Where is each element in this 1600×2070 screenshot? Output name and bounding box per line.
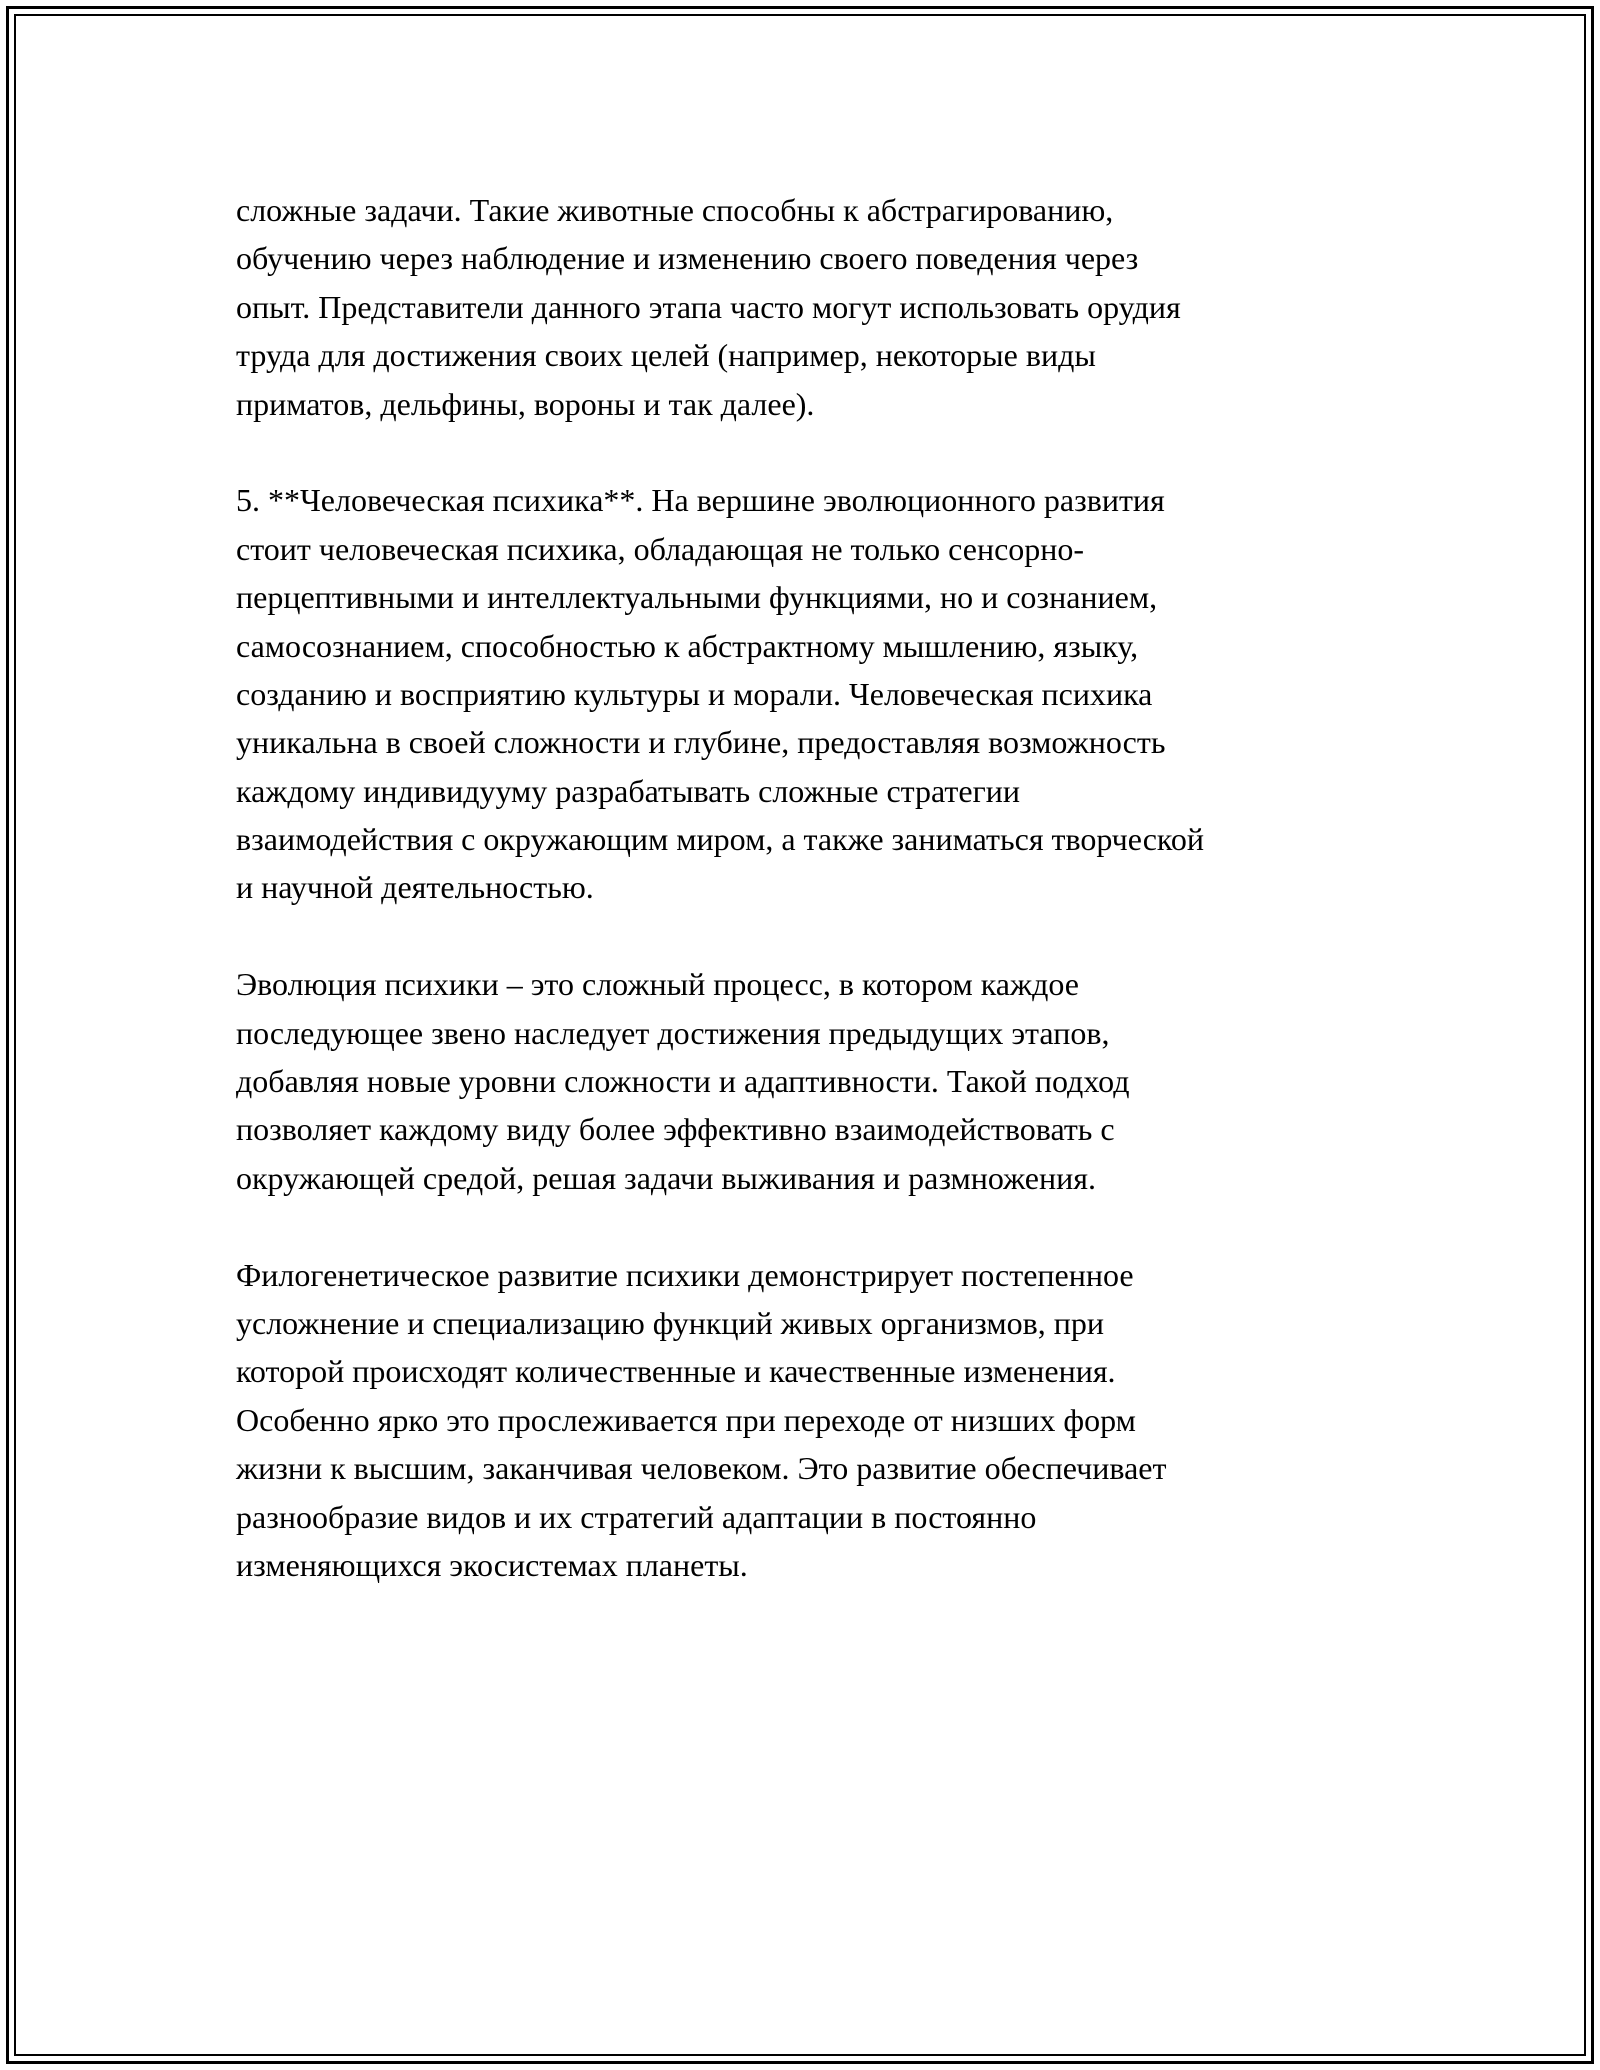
text-line: и научной деятельностью.: [236, 869, 594, 906]
text-line: разнообразие видов и их стратегий адаптации в постоянно: [236, 1498, 1037, 1535]
text-line: 5. **Человеческая психика**. На вершине эволюционного развития: [236, 482, 1165, 519]
text-line: жизни к высшим, заканчивая человеком. Это развитие обеспечивает: [236, 1450, 1167, 1487]
text-line: позволяет каждому виду более эффективно взаимодействовать с: [236, 1111, 1115, 1148]
text-line: взаимодействия с окружающим миром, а также заниматься творческой: [236, 821, 1204, 858]
text-line: уникальна в своей сложности и глубине, предоставляя возможность: [236, 724, 1166, 761]
paragraph-human-psyche: [236, 476, 1366, 912]
text-line: Филогенетическое развитие психики демонстрирует постепенное: [236, 1256, 1134, 1293]
text-line: опыт. Представители данного этапа часто могут использовать орудия: [236, 288, 1181, 325]
text-line: созданию и восприятию культуры и морали. Человеческая психика: [236, 675, 1153, 712]
text-line: Особенно ярко это прослеживается при переходе от низших форм: [236, 1401, 1136, 1438]
text-line: добавляя новые уровни сложности и адаптивности. Такой подход: [236, 1063, 1130, 1100]
text-line: окружающей средой, решая задачи выживания и размножения.: [236, 1159, 1096, 1196]
paragraph-evolution-summary: [236, 960, 1366, 1202]
text-line: которой происходят количественные и качественные изменения.: [236, 1353, 1116, 1390]
paragraph-phylogenetic-development: [236, 1251, 1366, 1590]
text-line: каждому индивидууму разрабатывать сложные стратегии: [236, 772, 1020, 809]
text-line: последующее звено наследует достижения предыдущих этапов,: [236, 1014, 1110, 1051]
paragraph-stage-4-continued: [236, 186, 1366, 428]
text-line: приматов, дельфины, вороны и так далее).: [236, 385, 815, 422]
text-line: усложнение и специализацию функций живых организмов, при: [236, 1304, 1104, 1341]
text-line: Эволюция психики – это сложный процесс, в котором каждое: [236, 966, 1079, 1003]
text-line: обучению через наблюдение и изменению своего поведения через: [236, 240, 1139, 277]
text-line: стоит человеческая психика, обладающая не только сенсорно-: [236, 530, 1085, 567]
text-line: самосознанием, способностью к абстрактному мышлению, языку,: [236, 627, 1139, 664]
text-line: перцептивными и интеллектуальными функциями, но и сознанием,: [236, 579, 1158, 616]
text-line: сложные задачи. Такие животные способны к абстрагированию,: [236, 192, 1114, 228]
text-line: труда для достижения своих целей (например, некоторые виды: [236, 337, 1096, 374]
text-line: изменяющихся экосистемах планеты.: [236, 1546, 748, 1583]
document-body: [236, 186, 1366, 1638]
